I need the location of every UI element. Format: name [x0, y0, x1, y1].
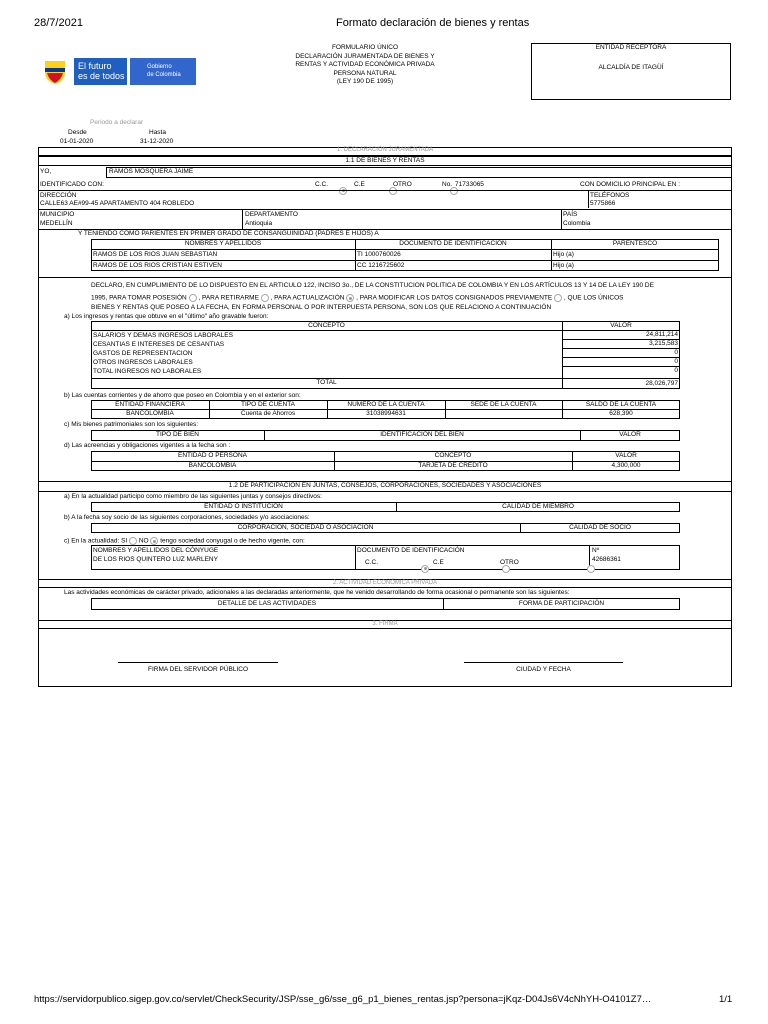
income-concept: SALARIOS Y DEMAS INGRESOS LABORALES: [93, 332, 233, 339]
city-label: MUNICIPIO: [40, 211, 75, 218]
phones-label: TELÉFONOS: [590, 192, 630, 199]
section-3-title: 3. FIRMA: [38, 620, 732, 629]
relatives-header-doc: DOCUMENTO DE IDENTIFICACIÓN: [399, 240, 507, 247]
entity-value: ALCALDÍA DE ITAGÜÍ: [598, 64, 664, 71]
spouse-name-label: NOMBRES Y APELLIDOS DEL CÓNYUGE: [93, 547, 219, 554]
income-value: 0: [674, 367, 678, 374]
id-label: IDENTIFICADO CON:: [40, 181, 104, 188]
logo-line-1: El futuro: [78, 61, 112, 71]
form-title: [270, 44, 460, 87]
form-title-line: PERSONA NATURAL: [333, 69, 397, 77]
section-1-title: 1. DECLARACIÓN JURAMENTADA: [38, 147, 732, 156]
address-value: CALLE63 AE#99-45 APARTAMENTO 404 ROBLEDO: [40, 200, 195, 207]
spouse-question-text: tengo sociedad conyugal o de hecho vigente, con:: [160, 537, 305, 545]
period-from-label: Desde: [68, 129, 87, 136]
page-number: 1/1: [719, 994, 733, 1005]
income-total-label: TOTAL: [316, 379, 337, 386]
debt-entity: BANCOLOMBIA: [188, 462, 237, 469]
relative-doc: CC 1216725602: [357, 262, 405, 269]
declaration-text: , QUE LOS ÚNICOS: [563, 294, 624, 302]
dept-value: Antioquia: [245, 220, 273, 227]
spouse-question: [64, 537, 305, 545]
spouse-ce-label: C.E: [433, 559, 444, 566]
activities-header: DETALLE DE LAS ACTIVIDADES: [217, 600, 317, 607]
spouse-otro-radio[interactable]: [587, 565, 595, 573]
subsection-11-title: 1.1 DE BIENES Y RENTAS: [345, 157, 425, 164]
accounts-header: SEDE DE LA CUENTA: [470, 401, 537, 408]
city-value: MEDELLÍN: [40, 220, 73, 227]
boards-header: CALIDAD DE MIEMBRO: [502, 503, 574, 510]
income-value: 0: [674, 349, 678, 356]
account-entity: BANCOLOMBIA: [126, 410, 174, 417]
debts-header: VALOR: [615, 452, 637, 459]
assets-header: VALOR: [619, 431, 641, 438]
print-date: 28/7/2021: [34, 17, 83, 29]
section-2-title: 2. ACTIVIDAD ECONÓMICA PRIVADA: [38, 579, 732, 588]
income-value: 0: [674, 358, 678, 365]
form-title-line: RENTAS Y ACTIVIDAD ECONÓMICA PRIVADA: [295, 61, 435, 68]
income-concept: TOTAL INGRESOS NO LABORALES: [93, 368, 202, 375]
id-ce-label: C.E: [354, 181, 365, 188]
country-value: Colombia: [563, 220, 591, 227]
spouse-no-label: Nº: [592, 547, 600, 554]
actualizacion-radio[interactable]: [346, 294, 354, 302]
relative-doc: TI 1000760026: [357, 251, 401, 258]
income-header-value: VALOR: [610, 322, 632, 329]
accounts-header: SALDO DE LA CUENTA: [585, 401, 657, 408]
id-cc-label: C.C.: [315, 181, 328, 188]
income-concept: GASTOS DE REPRESENTACION: [93, 350, 193, 357]
form-title-line: DECLARACIÓN JURAMENTADA DE BIENES Y: [295, 52, 435, 60]
partner-header: CALIDAD DE SOCIO: [569, 524, 631, 531]
assets-header: IDENTIFICACIÓN DEL BIEN: [380, 431, 464, 438]
accounts-header: TIPO DE CUENTA: [240, 401, 296, 408]
activities-header: FORMA DE PARTICIPACIÓN: [518, 600, 605, 607]
declaration-line-2: [91, 294, 623, 302]
phone-value: 5775866: [590, 200, 616, 207]
entity-box: [531, 43, 731, 100]
income-header-concept: CONCEPTO: [308, 322, 345, 329]
accounts-header: NUMERO DE LA CUENTA: [347, 401, 425, 408]
print-title: Formato declaración de bienes y rentas: [336, 17, 530, 29]
debts-header: CONCEPTO: [434, 452, 472, 459]
declaration-line-1: DECLARO, EN CUMPLIMIENTO DE LO DISPUESTO EN EL ARTICULO 122, INCISO 3o., DE LA CONSTITUCION POLITICA DE COLOMBIA Y EN LOS ARTÍCULOS 13 Y 14 DE LA LEY 190 DE: [91, 282, 654, 289]
relative-name: RAMOS DE LOS RIOS CRISTIAN ESTIVEN: [93, 262, 222, 269]
signature-label: FIRMA DEL SERVIDOR PÚBLICO: [147, 666, 249, 673]
id-otro-label: OTRO: [393, 181, 412, 188]
assets-label: c) Mis bienes patrimoniales son los siguientes:: [64, 421, 199, 428]
boards-label: a) En la actualidad participo como miembro de las siguientes juntas y consejos directivos:: [64, 493, 322, 500]
income-label: a) Los ingresos y rentas que obtuve en el "último" año gravable fueron:: [64, 313, 269, 320]
income-total-value: 28,026,797: [645, 380, 678, 387]
income-concept: OTROS INGRESOS LABORALES: [93, 359, 193, 366]
subsection-12-title: 1.2 DE PARTICIPACIÓN EN JUNTAS, CONSEJOS, CORPORACIONES, SOCIEDADES Y ASOCIACIONES: [228, 482, 542, 489]
debts-label: d) Las acreencias y obligaciones vigentes a la fecha son :: [64, 442, 231, 449]
accounts-label: b) Las cuentas corrientes y de ahorro que poseo en Colombia y en el exterior son:: [64, 392, 301, 399]
period-to-value: 31-12-2020: [140, 138, 174, 145]
print-url[interactable]: https://servidorpublico.sigep.gov.co/servlet/CheckSecurity/JSP/sse_g6/sse_g6_p1_bienes_rentas.jsp?persona=jKqz-D04Js6V4cNhYH-O4101Z7…: [34, 994, 652, 1005]
account-type: Cuenta de Ahorros: [240, 410, 296, 417]
debt-value: 4,300,000: [611, 462, 641, 469]
spouse-yes-radio[interactable]: [129, 537, 137, 545]
relatives-header-name: NOMBRES Y APELLIDOS: [184, 240, 262, 247]
gov-label-2: de Colombia: [147, 72, 181, 78]
form-title-line: FORMULARIO ÚNICO: [331, 44, 399, 51]
dept-label: DEPARTAMENTO: [245, 211, 298, 218]
period-label: Periodo a declarar: [90, 119, 144, 126]
relatives-intro: Y TENIENDO COMO PARIENTES EN PRIMER GRADO DE CONSANGUINIDAD (PADRES E HIJOS) A: [78, 230, 379, 237]
government-logo: [38, 58, 196, 85]
accounts-header: ENTIDAD FINANCIERA: [115, 401, 185, 408]
activities-label: Las actividades económicas de carácter privado, adicionales a las declaradas anteriormente, que he venido desarrollando de forma ocasional o permanente son las siguientes:: [64, 589, 570, 596]
yo-label: YO,: [40, 168, 52, 175]
id-number: 71733065: [455, 181, 484, 188]
partner-header: CORPORACIÓN, SOCIEDAD O ASOCIACIÓN: [237, 524, 374, 531]
address-label: DIRECCIÓN: [40, 192, 77, 199]
spouse-name: DE LOS RIOS QUINTERO LUZ MARLENY: [93, 556, 218, 563]
relative-relation: Hijo (a): [553, 262, 574, 269]
income-value: 3,215,583: [649, 340, 678, 347]
spouse-question-text: c) En la actualidad: SI: [64, 537, 128, 545]
name-box: [106, 167, 732, 178]
logo-line-2: es de todos: [78, 71, 125, 81]
declaration-text: 1995, PARA TOMAR POSESIÓN: [91, 294, 187, 302]
signature-line: [118, 662, 278, 663]
retiro-radio[interactable]: [261, 294, 269, 302]
income-concept: CESANTIAS E INTERESES DE CESANTIAS: [93, 341, 225, 348]
domicile-label: CON DOMICILIO PRINCIPAL EN :: [580, 181, 681, 188]
declarant-name: RAMOS MOSQUERA JAIME: [109, 168, 194, 175]
city-date-label: CIUDAD Y FECHA: [516, 666, 571, 673]
spouse-cc-label: C.C.: [365, 559, 378, 566]
spouse-question-text: NO: [138, 537, 149, 545]
spouse-doc-label: DOCUMENTO DE IDENTIFICACIÓN: [357, 547, 465, 554]
spouse-no-radio[interactable]: [150, 537, 158, 545]
boards-header: ENTIDAD O INSTITUCIÓN: [204, 503, 283, 510]
id-no-label: No.: [442, 181, 453, 188]
relative-relation: Hijo (a): [553, 251, 574, 258]
assets-header: TIPO DE BIEN: [156, 431, 199, 438]
declaration-line-3: BIENES Y RENTAS QUE POSEO A LA FECHA, EN FORMA PERSONAL O POR INTERPUESTA PERSONA, SON LOS QUE RELACIONO A CONTINUACIÓN: [91, 304, 552, 311]
income-value: 24,811,214: [645, 331, 678, 338]
account-balance: 628,390: [609, 410, 633, 417]
declaration-text: , PARA RETIRARME: [198, 294, 259, 302]
modificar-radio[interactable]: [554, 294, 562, 302]
entity-label: ENTIDAD RECEPTORA: [595, 44, 667, 51]
debts-header: ENTIDAD O PERSONA: [178, 452, 247, 459]
country-label: PAÍS: [563, 211, 578, 218]
account-number: 31038994631: [366, 410, 406, 417]
posesion-radio[interactable]: [189, 294, 197, 302]
relative-name: RAMOS DE LOS RIOS JUAN SEBASTIAN: [93, 251, 218, 258]
period-to-label: Hasta: [149, 129, 166, 136]
spouse-number: 42686361: [592, 556, 621, 563]
debt-concept: TARJETA DE CRÉDITO: [418, 462, 488, 469]
colombia-shield-icon: [38, 58, 72, 85]
spouse-otro-label: OTRO: [500, 559, 519, 566]
period-from-value: 01-01-2020: [60, 138, 94, 145]
relatives-header-rel: PARENTESCO: [612, 240, 658, 247]
city-date-line: [464, 662, 623, 663]
declaration-text: , PARA MODIFICAR LOS DATOS CONSIGNADOS PREVIAMENTE: [356, 294, 553, 302]
gov-label-1: Gobierno: [147, 64, 172, 70]
partner-label: b) A la fecha soy socio de las siguientes corporaciones, sociedades y/o asociaciones:: [64, 514, 310, 521]
declaration-text: , PARA ACTUALIZACIÓN: [270, 294, 345, 302]
form-title-line: (LEY 190 DE 1995): [336, 78, 394, 85]
